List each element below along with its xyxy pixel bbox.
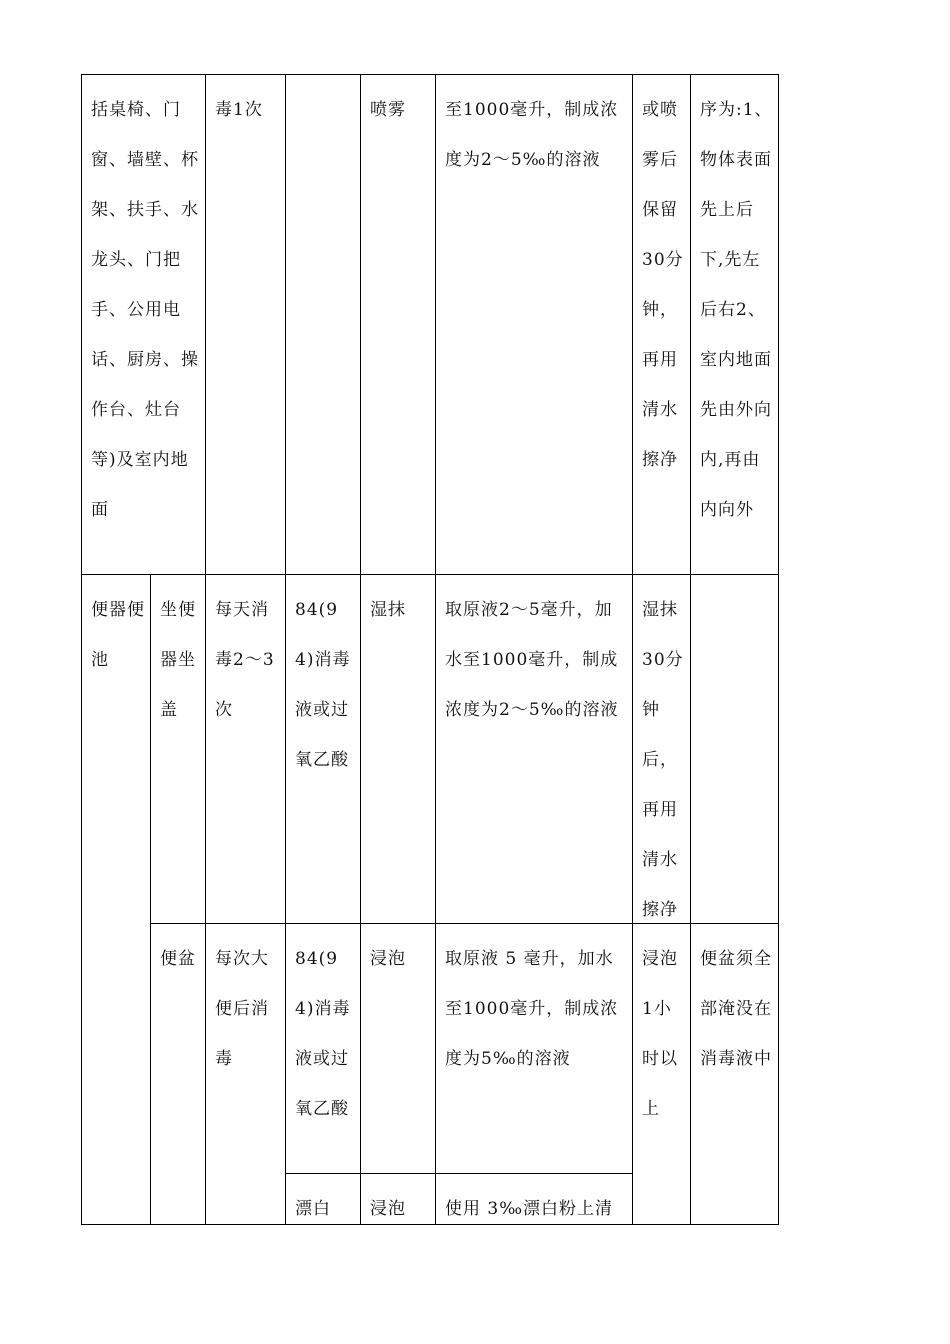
cell-r3-frequency	[205, 923, 286, 1225]
cell-text: 坐便器坐盖	[160, 600, 196, 720]
cell-r4-dosage	[435, 1173, 633, 1225]
cell-r3-dosage	[435, 923, 633, 1174]
cell-text: 便器便池	[91, 600, 145, 670]
cell-text: 毒1次	[215, 100, 263, 120]
cell-r1-agent	[285, 74, 361, 575]
cell-r2-item	[150, 574, 206, 924]
cell-text: 84(94)消毒液或过氧乙酸	[295, 600, 351, 770]
cell-r1-method	[360, 74, 436, 575]
cell-r1-time	[632, 74, 691, 575]
cell-r3-notes	[690, 923, 779, 1225]
cell-r1-scope	[81, 74, 206, 575]
cell-r2-agent	[285, 574, 361, 924]
cell-text: 浸泡1小时以上	[642, 949, 678, 1119]
cell-text: 浸泡	[370, 1199, 406, 1219]
cell-r2-frequency	[205, 574, 286, 924]
cell-r3-agent	[285, 923, 361, 1174]
cell-text: 或喷雾后保留30分钟，再用清水擦净	[642, 100, 684, 470]
cell-text: 浸泡	[370, 949, 406, 969]
cell-text: 湿抹	[370, 600, 406, 620]
cell-r4-agent	[285, 1173, 361, 1225]
cell-text: 每天消毒2～3次	[215, 600, 275, 720]
cell-text: 使用 3‰漂白粉上清	[445, 1199, 614, 1219]
cell-r2-time	[632, 574, 691, 924]
cell-text: 湿抹30分钟后，再用清水擦净	[642, 600, 684, 920]
cell-text: 84(94)消毒液或过氧乙酸	[295, 949, 351, 1119]
cell-r2-method	[360, 574, 436, 924]
cell-r3-item	[150, 923, 206, 1225]
cell-r2-dosage	[435, 574, 633, 924]
cell-r2-object	[81, 574, 151, 1225]
cell-text: 漂白	[295, 1199, 331, 1219]
cell-text: 至1000毫升，制成浓度为2～5‰的溶液	[445, 100, 619, 170]
cell-text: 每次大便后消毒	[215, 949, 269, 1069]
cell-text: 取原液 5 毫升，加水至1000毫升，制成浓度为5‰的溶液	[445, 949, 619, 1069]
cell-r1-frequency	[205, 74, 286, 575]
cell-text: 便盆	[160, 949, 196, 969]
cell-text: 括桌椅、门窗、墙壁、杯架、扶手、水龙头、门把手、公用电话、厨房、操作台、灶台等)及室内地面	[91, 100, 199, 520]
cell-r2-notes	[690, 574, 779, 924]
cell-r1-dosage	[435, 74, 633, 575]
cell-text: 序为:1、物体表面先上后下,先左后右2、室内地面先由外向内,再由内向外	[700, 100, 773, 520]
cell-text: 便盆须全部淹没在消毒液中	[700, 949, 772, 1069]
cell-r1-notes	[690, 74, 779, 575]
cell-r4-method	[360, 1173, 436, 1225]
cell-text: 喷雾	[370, 100, 406, 120]
cell-r3-time	[632, 923, 691, 1225]
cell-text: 取原液2～5毫升，加水至1000毫升，制成浓度为2～5‰的溶液	[445, 600, 619, 720]
cell-r3-method	[360, 923, 436, 1174]
